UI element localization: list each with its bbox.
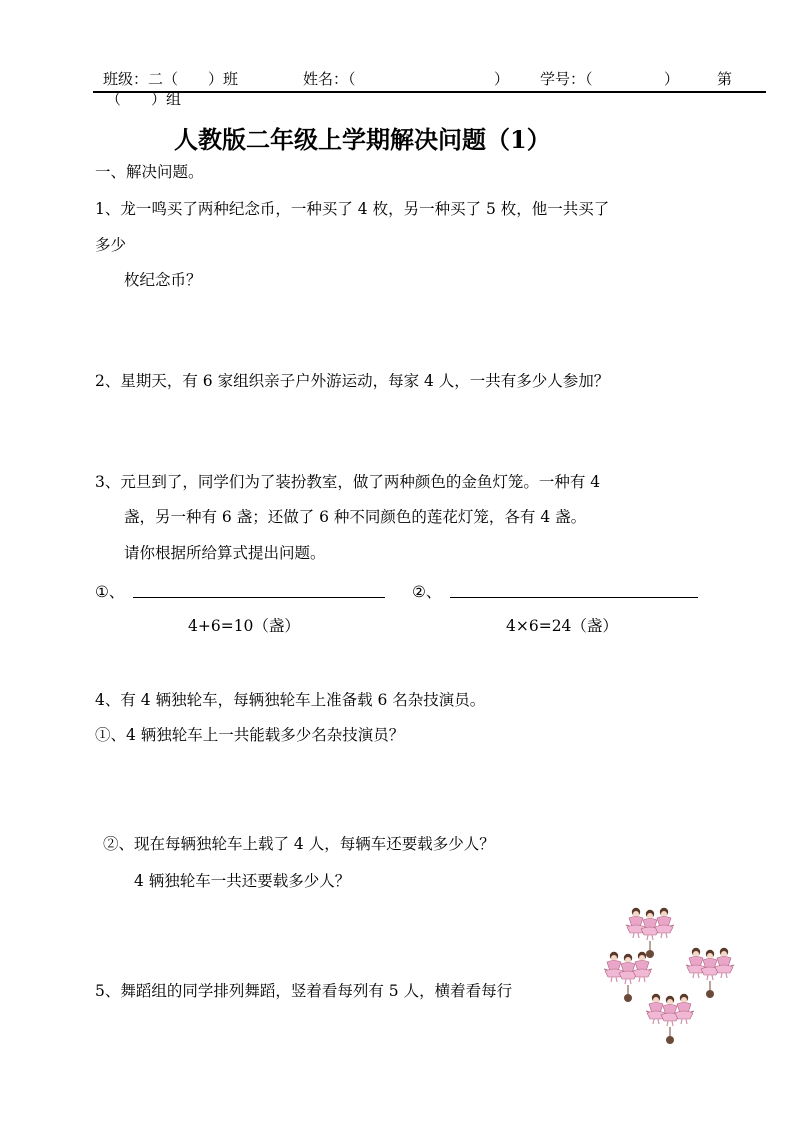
group-field[interactable]: （ ）组 — [106, 90, 182, 108]
dancer-group-bottom — [646, 994, 694, 1044]
dancer-group-top — [626, 908, 674, 958]
q1-line3: 枚纪念币？ — [124, 271, 202, 289]
q3-formula-1: 4+6=10（盏） — [188, 617, 300, 635]
header-rule — [93, 91, 766, 93]
class-field[interactable]: 班级：二（ ）班 — [103, 70, 239, 88]
q5-line1: 5、舞蹈组的同学排列舞蹈，竖着看每列有 5 人，横着看每行 — [95, 982, 513, 1000]
page-title: 人教版二年级上学期解决问题（1） — [174, 125, 551, 154]
student-number-label[interactable]: 学号：（ — [540, 70, 593, 88]
q3-line3: 请你根据所给算式提出问题。 — [124, 544, 326, 562]
dancer-group-right — [686, 948, 734, 998]
q3-line2: 盏，另一种有 6 盏；还做了 6 种不同颜色的莲花灯笼，各有 4 盏。 — [124, 508, 587, 526]
q3-blank1-label: ①、 — [95, 583, 125, 601]
name-field-label[interactable]: 姓名：（ — [303, 70, 356, 88]
q2-line1: 2、星期天，有 6 家组织亲子户外游运动，每家 4 人，一共有多少人参加？ — [95, 372, 610, 390]
dancers-illustration — [592, 905, 752, 1060]
q3-answer-line-1[interactable] — [133, 597, 385, 598]
q3-answer-line-2[interactable] — [450, 597, 698, 598]
group-prefix: 第 — [717, 70, 733, 88]
q4-line1: 4、有 4 辆独轮车，每辆独轮车上准备载 6 名杂技演员。 — [95, 691, 486, 709]
name-field-close: ） — [494, 70, 510, 88]
q1-line1: 1、龙一鸣买了两种纪念币，一种买了 4 枚，另一种买了 5 枚，他一共买了 — [95, 200, 610, 218]
q3-blank2-label: ②、 — [412, 583, 442, 601]
q4-sub2-line2: 4 辆独轮车一共还要载多少人？ — [134, 872, 351, 890]
section-heading: 一、解决问题。 — [95, 163, 204, 181]
q3-formula-2: 4×6=24（盏） — [506, 617, 618, 635]
q3-line1: 3、元旦到了，同学们为了装扮教室，做了两种颜色的金鱼灯笼。一种有 4 — [95, 473, 601, 491]
q4-sub1: ①、4 辆独轮车上一共能载多少名杂技演员？ — [95, 726, 405, 744]
q1-line2: 多少 — [95, 236, 127, 254]
student-number-close: ） — [664, 70, 680, 88]
dancer-group-left — [604, 952, 652, 1002]
q4-sub2-line1: ②、现在每辆独轮车上载了 4 人，每辆车还要载多少人？ — [103, 835, 495, 853]
